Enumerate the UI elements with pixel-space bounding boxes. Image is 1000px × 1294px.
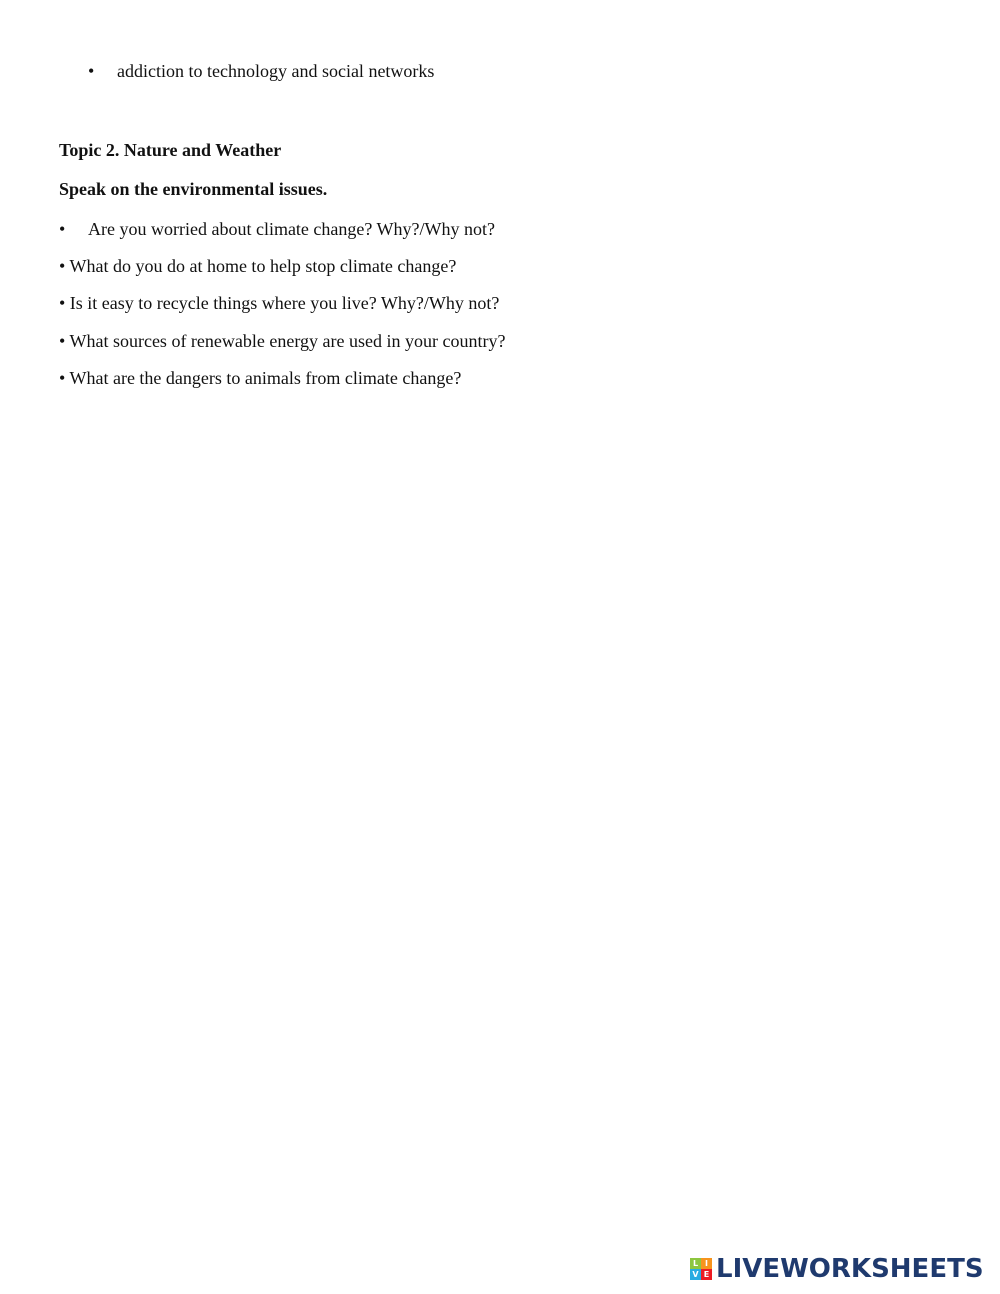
logo-letter: L xyxy=(690,1258,701,1269)
logo-text: LIVEWORKSHEETS xyxy=(716,1254,984,1284)
subheading: Speak on the environmental issues. xyxy=(59,179,328,199)
question-item: • What sources of renewable energy are used in your country? xyxy=(59,331,506,351)
question-item: • What are the dangers to animals from climate change? xyxy=(59,368,462,388)
liveworksheets-logo[interactable] xyxy=(690,1254,984,1284)
topic-heading: Topic 2. Nature and Weather xyxy=(59,140,282,160)
logo-mark-icon xyxy=(690,1258,712,1280)
question-item: • Is it easy to recycle things where you live? Why?/Why not? xyxy=(59,293,500,313)
question-item: • What do you do at home to help stop climate change? xyxy=(59,256,457,276)
bullet-dot: • xyxy=(59,219,66,239)
bullet-dot: • xyxy=(88,61,95,81)
logo-letter: I xyxy=(701,1258,712,1269)
question-item: Are you worried about climate change? Why?/Why not? xyxy=(88,219,496,239)
logo-letter: E xyxy=(701,1269,712,1280)
list-item-addiction: addiction to technology and social networks xyxy=(117,61,435,81)
logo-letter: V xyxy=(690,1269,701,1280)
